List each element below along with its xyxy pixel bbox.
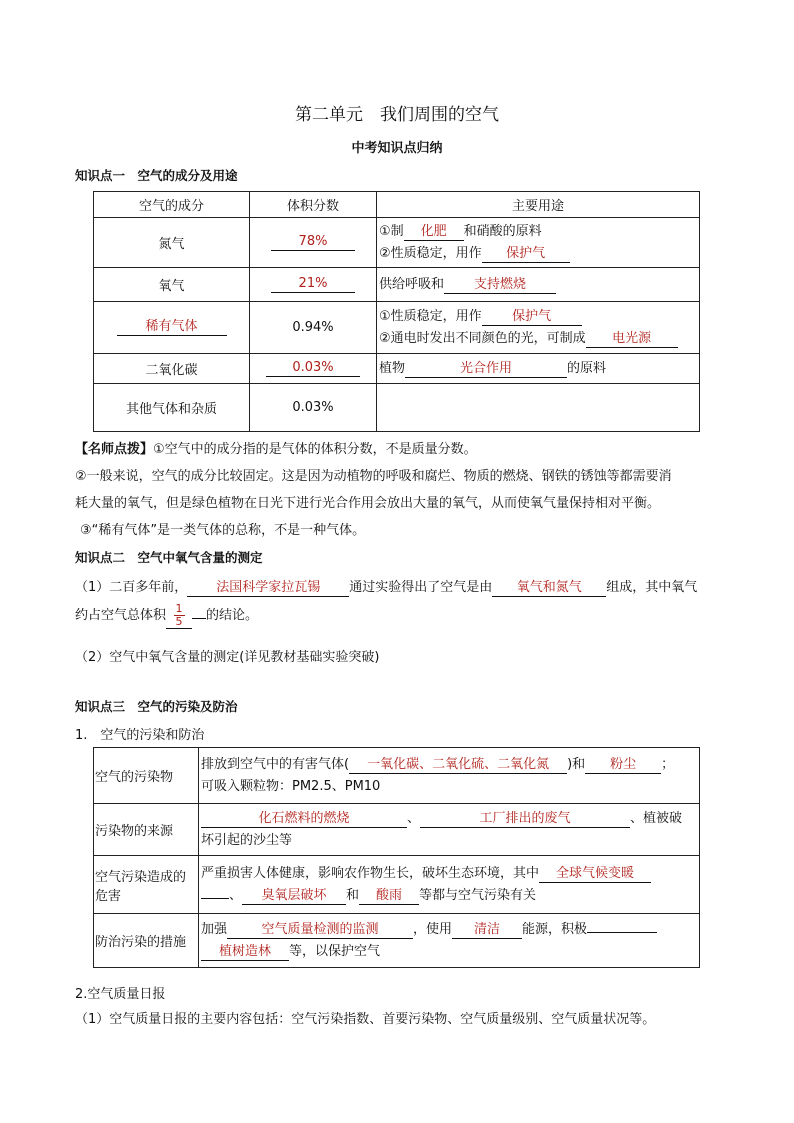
section-heading-3: 知识点三 空气的污染及防治 xyxy=(75,699,238,714)
composition-table xyxy=(93,191,700,432)
row-co2-use: 植物 光合作用 的原料 xyxy=(377,354,700,384)
section-heading-1: 知识点一 空气的成分及用途 xyxy=(75,168,238,183)
row-other-name: 其他气体和杂质 xyxy=(94,384,250,432)
page-title: 第二单元 我们周围的空气 xyxy=(295,105,499,125)
header-use: 主要用途 xyxy=(377,192,700,218)
k3-sub-2: 2.空气质量日报 xyxy=(75,987,166,1002)
k3-sub-1: 1. 空气的污染和防治 xyxy=(75,728,205,743)
row-co2-volume: 0.03% xyxy=(250,354,377,384)
row-noble-gas-volume: 0.94% xyxy=(250,302,377,354)
row-oxygen-name: 氧气 xyxy=(94,268,250,302)
row-other-volume: 0.03% xyxy=(250,384,377,432)
section-heading-2: 知识点二 空气中氧气含量的测定 xyxy=(75,550,263,565)
source-label: 污染物的来源 xyxy=(94,804,199,856)
prevention-content: 加强 空气质量检测的监测 ，使用 清洁 能源，积极 植树造林 等，以保护空气 xyxy=(199,914,700,968)
harm-label: 空气污染造成的 危害 xyxy=(94,856,199,914)
k2-paragraph-1: （1）二百多年前， 法国科学家拉瓦锡 通过实验得出了空气是由 氧气和氮气 组成，其中氧气 xyxy=(75,580,698,595)
prevention-label: 防治污染的措施 xyxy=(94,914,199,968)
tip-2b: 耗大量的氧气，但是绿色植物在日光下进行光合作用会放出大量的氧气，从而使氧气量保持相对平衡。 xyxy=(75,496,661,511)
tip-1: 【名师点拨】①空气中的成分指的是气体的体积分数，不是质量分数。 xyxy=(75,442,477,457)
row-noble-gas-use: ①性质稳定，用作 保护气 ②通电时发出不同颜色的光，可制成 电光源 xyxy=(377,302,700,354)
page-subtitle: 中考知识点归纳 xyxy=(351,141,443,156)
row-other-use xyxy=(377,384,700,432)
row-nitrogen-use: ①制 化肥 和硝酸的原料 ②性质稳定，用作 保护气 xyxy=(377,218,700,268)
row-nitrogen-name: 氮气 xyxy=(94,218,250,268)
tip-3: ③“稀有气体”是一类气体的总称，不是一种气体。 xyxy=(80,523,366,538)
pollutants-label: 空气的污染物 xyxy=(94,748,199,804)
harm-content: 严重损害人体健康，影响农作物生长，破坏生态环境，其中 全球气候变暖 、 臭氧层破坏 和 酸雨 等都与空气污染有关 xyxy=(199,856,700,914)
daily-report-paragraph: （1）空气质量日报的主要内容包括：空气污染指数、首要污染物、空气质量级别、空气质量状况等。 xyxy=(75,1012,656,1027)
pollutants-content: 排放到空气中的有害气体( 一氧化碳、二氧化硫、二氧化氮 )和 粉尘 ； 可吸入颗粒物：PM2.5、PM10 xyxy=(199,748,700,804)
header-component: 空气的成分 xyxy=(94,192,250,218)
k2-paragraph-1-cont: 约占空气总体积 $\frac{1}{5}$ 的结论。 xyxy=(75,602,259,628)
row-co2-name: 二氧化碳 xyxy=(94,354,250,384)
fraction-one-fifth: $\frac{1}{5}$ xyxy=(175,602,183,628)
header-volume: 体积分数 xyxy=(250,192,377,218)
row-oxygen-use: 供给呼吸和 支持燃烧 xyxy=(377,268,700,302)
row-nitrogen-volume: 78% xyxy=(250,218,377,268)
row-noble-gas-name: 稀有气体 xyxy=(94,302,250,354)
source-content: 化石燃料的燃烧 、 工厂排出的废气 、植被破 坏引起的沙尘等 xyxy=(199,804,700,856)
tip-2a: ②一般来说，空气的成分比较固定。这是因为动植物的呼吸和腐烂、物质的燃烧、钢铁的锈蚀等都需要消 xyxy=(75,469,672,484)
k2-paragraph-2: （2）空气中氧气含量的测定(详见教材基础实验突破) xyxy=(75,650,380,665)
row-oxygen-volume: 21% xyxy=(250,268,377,302)
pollution-table xyxy=(93,747,700,968)
